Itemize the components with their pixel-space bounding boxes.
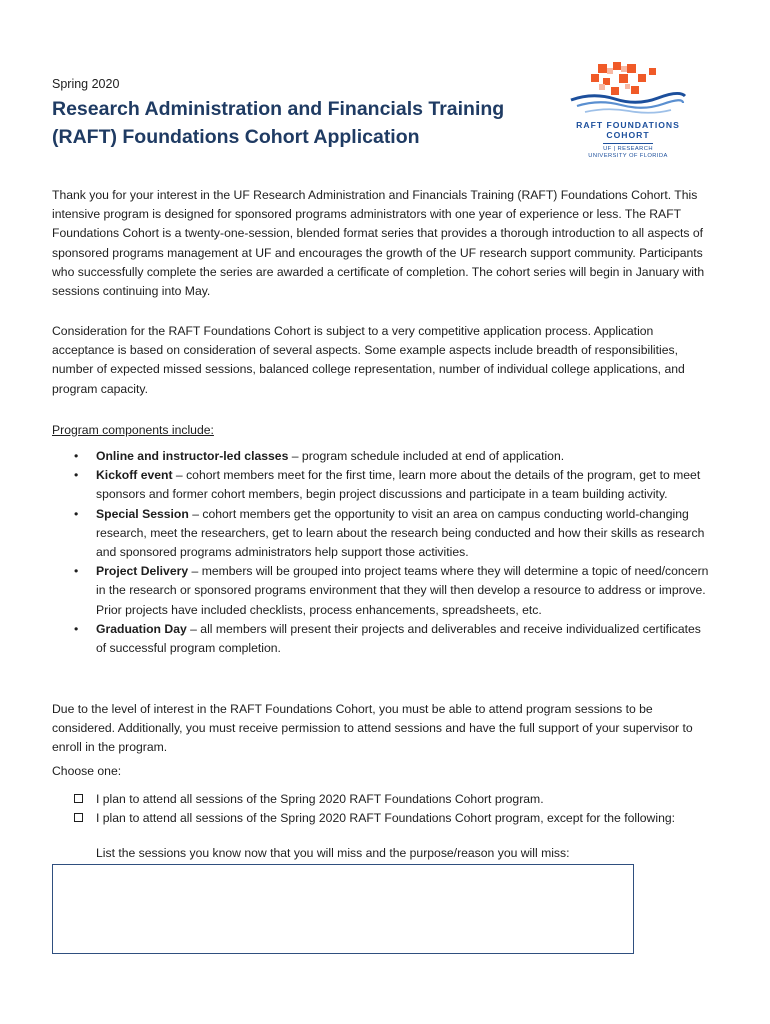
title-line-2: (RAFT) Foundations Cohort Application xyxy=(52,126,420,148)
component-term: Project Delivery xyxy=(96,564,189,579)
attendance-options xyxy=(72,790,675,828)
component-desc: – cohort members meet for the first time, learn more about the details of the program, get to meet sponsors and former cohort members, begin project discussions and participate in a team building activity. xyxy=(96,468,701,502)
option-label: I plan to attend all sessions of the Spring 2020 RAFT Foundations Cohort program, except for the following: xyxy=(96,811,676,826)
bullet-icon: • xyxy=(74,449,79,463)
bullet-icon: • xyxy=(74,564,79,579)
logo-subtext-line2: UNIVERSITY OF FLORIDA xyxy=(588,153,668,159)
option-attend-all[interactable] xyxy=(72,790,675,809)
missed-sessions-field[interactable] xyxy=(52,864,634,954)
logo-divider xyxy=(603,143,653,144)
bullet-icon: • xyxy=(74,621,79,636)
missed-sessions-prompt: List the sessions you know now that you will miss and the purpose/reason you will miss: xyxy=(96,846,570,860)
component-term: Kickoff event xyxy=(96,468,173,483)
attendance-paragraph: Due to the level of interest in the RAFT Foundations Cohort, you must be able to attend program sessions to be considered. Additionally, you must receive permission to attend sessions and have the full support of your supervisor to enroll in the program. xyxy=(52,702,693,755)
list-item xyxy=(52,562,712,620)
list-item xyxy=(52,620,712,658)
bullet-icon: • xyxy=(74,468,79,483)
life-ring-icon xyxy=(563,62,693,120)
component-desc: – members will be grouped into project teams where they will determine a topic of need/concern in the research or sponsored programs environment that they will then develop a resource to address or improve. Prior projects have included checklists, process enhancements, spreadsheets, etc. xyxy=(96,564,709,617)
title-line-1: Research Administration and Financials Training xyxy=(52,98,505,120)
option-attend-except[interactable] xyxy=(72,809,675,828)
checkbox-icon[interactable] xyxy=(74,813,83,822)
component-term: Online and instructor-led classes xyxy=(96,449,289,463)
logo-subtext-line1: UF | RESEARCH xyxy=(603,146,653,152)
list-item xyxy=(52,447,712,466)
components-list xyxy=(52,447,712,658)
page-title xyxy=(52,95,552,151)
intro-paragraph: Thank you for your interest in the UF Research Administration and Financials Training (RAFT) Foundations Cohort. This intensive program is designed for sponsored programs administrators with one year of experience or less. The RAFT Foundations Cohort is a twenty-one-session, blended format series that provides a thorough introduction to all aspects of sponsored programs management at UF and encourages the growth of the UF research support community. Participants who successfully complete the series are awarded a certificate of completion. The cohort series will begin in January with sessions continuing into May. xyxy=(52,188,705,299)
season-label: Spring 2020 xyxy=(52,77,120,91)
checkbox-icon[interactable] xyxy=(74,794,83,803)
choose-label: Choose one: xyxy=(52,764,122,778)
component-desc: – program schedule included at end of application. xyxy=(288,449,565,463)
option-label: I plan to attend all sessions of the Spring 2020 RAFT Foundations Cohort program. xyxy=(96,792,544,806)
raft-logo xyxy=(563,62,693,164)
component-desc: – all members will present their projects and deliverables and receive individualized certificates of successful program completion. xyxy=(96,621,701,656)
list-item xyxy=(52,505,712,563)
component-term: Graduation Day xyxy=(96,621,187,636)
component-desc: – cohort members get the opportunity to visit an area on campus conducting world-changing research, meet the researchers, get to learn about the research being conducted and how their skills as research and sponsored programs administrators help support those activities. xyxy=(96,506,705,560)
component-term: Special Session xyxy=(96,506,189,521)
logo-text-line2: COHORT xyxy=(606,130,650,140)
bullet-icon: • xyxy=(74,506,79,521)
logo-text-line1: RAFT FOUNDATIONS xyxy=(576,120,680,130)
list-item xyxy=(52,466,712,504)
consideration-paragraph: Consideration for the RAFT Foundations Cohort is subject to a very competitive application process. Application acceptance is based on consideration of several aspects. Some example aspects include breadth of responsibilities, number of expected missed sessions, balanced college representation, number of individual college applications, and program capacity. xyxy=(52,324,685,396)
components-label: Program components include: xyxy=(52,423,214,437)
